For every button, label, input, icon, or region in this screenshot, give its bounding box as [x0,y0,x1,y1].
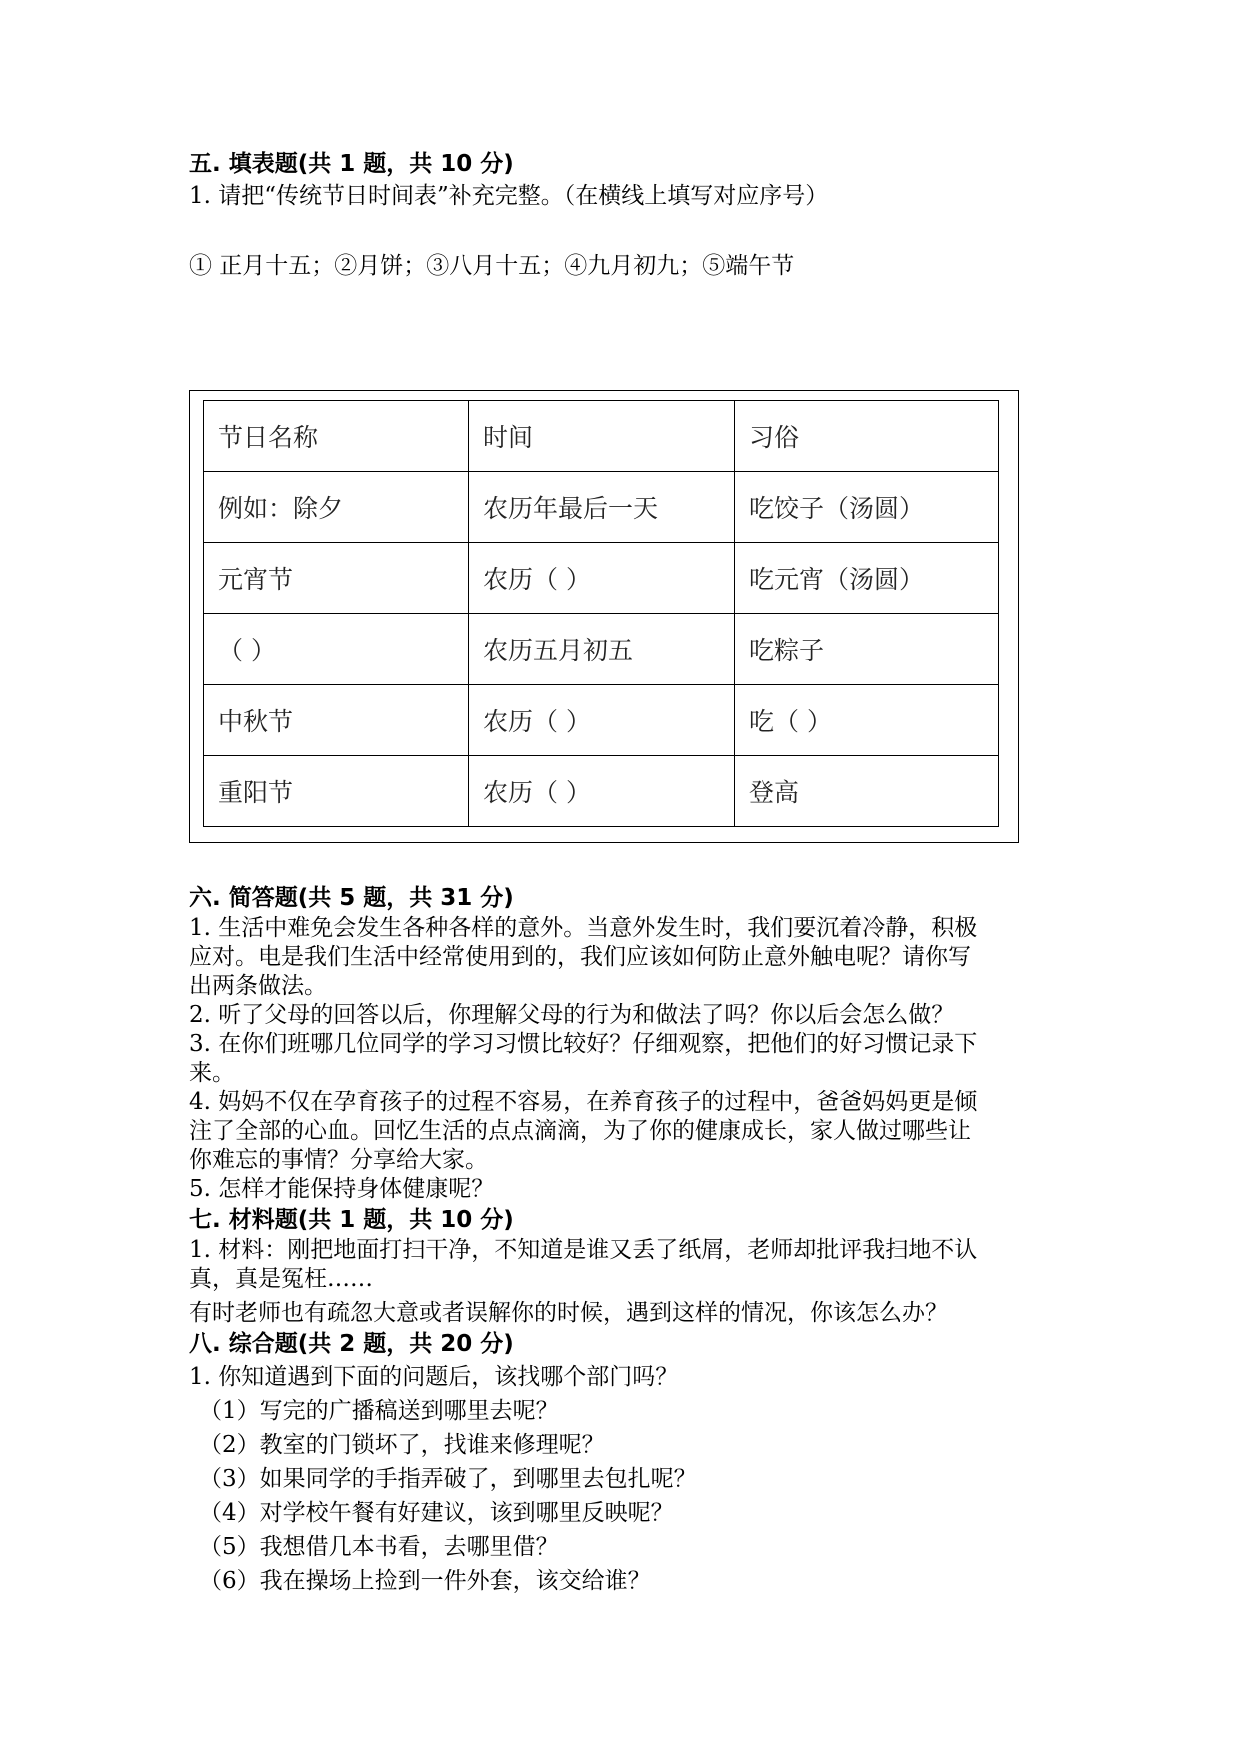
table-cell: 吃粽子 [735,614,999,685]
table-row [204,756,999,827]
question-text-line: 出两条做法。 [189,973,327,999]
section-7-heading: 七. 材料题(共 1 题，共 10 分) [189,1207,514,1233]
table-cell-blank: （ ） [204,614,469,685]
question-text-line: 3. 在你们班哪几位同学的学习习惯比较好？仔细观察，把他们的好习惯记录下 [189,1031,978,1057]
table-cell: 登高 [735,756,999,827]
question-text-line: 5. 怎样才能保持身体健康呢？ [189,1176,495,1202]
sub-question: （4）对学校午餐有好建议，该到哪里反映呢？ [199,1500,674,1526]
question-text-line: 有时老师也有疏忽大意或者误解你的时候，遇到这样的情况，你该怎么办？ [189,1300,948,1326]
question-text-line: 你难忘的事情？分享给大家。 [189,1147,488,1173]
question-text-line: 注了全部的心血。回忆生活的点点滴滴，为了你的健康成长，家人做过哪些让 [189,1118,971,1144]
section-5-heading: 五. 填表题(共 1 题，共 10 分) [189,151,514,177]
question-text-line: 4. 妈妈不仅在孕育孩子的过程不容易，在养育孩子的过程中，爸爸妈妈更是倾 [189,1089,978,1115]
table-row [204,401,999,472]
table-header-cell: 习俗 [735,401,999,472]
section-6-heading: 六. 简答题(共 5 题，共 31 分) [189,885,514,911]
sections-6-to-8 [189,882,1049,1598]
table-cell-blank: 吃（ ） [735,685,999,756]
festival-table [203,400,999,827]
table-cell-blank: 农历（ ） [469,543,735,614]
table-row [204,472,999,543]
section-7 [189,1204,1049,1328]
table-cell: 吃元宵（汤圆） [735,543,999,614]
sub-question: （5）我想借几本书看，去哪里借？ [199,1534,559,1560]
table-header-cell: 时间 [469,401,735,472]
table-cell-blank: 农历（ ） [469,685,735,756]
sub-question: （1）写完的广播稿送到哪里去呢？ [199,1398,559,1424]
question-text-line: 真，真是冤枉…… [189,1266,373,1292]
question-text-line: 来。 [189,1060,235,1086]
table-header-cell: 节日名称 [204,401,469,472]
table-cell: 重阳节 [204,756,469,827]
section-5 [189,148,1049,304]
table-cell: 农历年最后一天 [469,472,735,543]
table-cell: 中秋节 [204,685,469,756]
sub-question: （2）教室的门锁坏了，找谁来修理呢？ [199,1432,605,1458]
table-row [204,614,999,685]
question-8-1-prompt: 1. 你知道遇到下面的问题后，该找哪个部门吗？ [189,1364,679,1390]
question-5-1-prompt: 1. 请把“传统节日时间表”补充完整。（在横线上填写对应序号） [189,183,829,209]
question-text-line: 2. 听了父母的回答以后，你理解父母的行为和做法了吗？你以后会怎么做？ [189,1002,955,1028]
table-cell: 农历五月初五 [469,614,735,685]
table-cell: 元宵节 [204,543,469,614]
question-text-line: 1. 生活中难免会发生各种各样的意外。当意外发生时，我们要沉着冷静，积极 [189,915,978,941]
table-row [204,543,999,614]
section-8 [189,1328,1049,1598]
answer-options: ① 正月十五；②月饼；③八月十五；④九月初九；⑤端午节 [189,253,795,279]
table-row [204,685,999,756]
sub-question: （3）如果同学的手指弄破了，到哪里去包扎呢？ [199,1466,697,1492]
section-8-heading: 八. 综合题(共 2 题，共 20 分) [189,1331,514,1357]
festival-table-frame [189,390,1019,843]
question-text-line: 应对。电是我们生活中经常使用到的，我们应该如何防止意外触电呢？请你写 [189,944,971,970]
section-6 [189,882,1049,1204]
question-text-line: 1. 材料：刚把地面打扫干净，不知道是谁又丢了纸屑，老师却批评我扫地不认 [189,1237,978,1263]
sub-question: （6）我在操场上捡到一件外套，该交给谁？ [199,1568,651,1594]
table-cell: 例如：除夕 [204,472,469,543]
table-cell: 吃饺子（汤圆） [735,472,999,543]
table-cell-blank: 农历（ ） [469,756,735,827]
